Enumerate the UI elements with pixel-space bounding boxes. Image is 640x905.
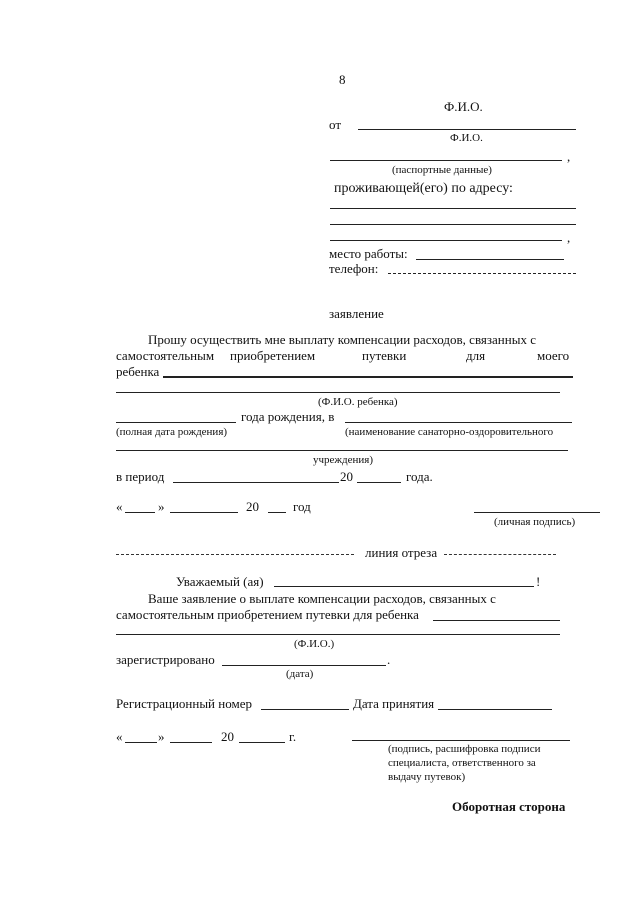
date-caption: (дата) [286, 668, 314, 680]
workplace-label: место работы: [329, 246, 408, 261]
cut-line-right [444, 554, 556, 555]
reg-year-abbr: г. [289, 729, 297, 744]
child-fio-line[interactable] [116, 634, 560, 635]
address-line-3[interactable] [330, 240, 562, 241]
child-line-short[interactable] [433, 620, 560, 621]
notification-line-1: Ваше заявление о выплате компенсации расходов, связанных с [148, 591, 496, 606]
registered-label: зарегистрировано [116, 652, 215, 667]
child-fio-caption: (Ф.И.О. ребенка) [318, 396, 398, 408]
period-years-word: года. [406, 469, 433, 484]
period-year-20: 20 [340, 469, 353, 484]
accept-date-line[interactable] [438, 709, 552, 710]
statement-title: заявление [329, 306, 384, 321]
birth-date-line[interactable] [116, 422, 236, 423]
passport-line[interactable] [330, 160, 562, 161]
statement-word-4: для [466, 348, 486, 363]
date-quote-open: « [116, 499, 123, 514]
period-year-line[interactable] [357, 482, 401, 483]
fio-label-under: Ф.И.О. [450, 132, 483, 144]
signature-caption: (личная подпись) [494, 516, 576, 528]
reg-year-20: 20 [221, 729, 234, 744]
statement-word-3: путевки [362, 348, 407, 363]
reverse-side-label: Оборотная сторона [452, 799, 566, 814]
date-year-line[interactable] [268, 512, 286, 513]
dear-name-line[interactable] [274, 586, 534, 587]
date-quote-close: » [158, 499, 165, 514]
accept-date-label: Дата принятия [353, 696, 435, 711]
exclaim: ! [536, 574, 541, 589]
signature-line[interactable] [474, 512, 600, 513]
birth-date-caption: (полная дата рождения) [116, 426, 228, 438]
address-line-1[interactable] [330, 208, 576, 209]
reg-month-line[interactable] [170, 742, 212, 743]
phone-line[interactable] [388, 273, 576, 274]
date-20: 20 [246, 499, 259, 514]
specialist-signature-line[interactable] [352, 740, 570, 741]
institution-line[interactable] [345, 422, 572, 423]
statement-word-1: самостоятельным [116, 348, 215, 363]
child-name-line-2[interactable] [116, 392, 560, 393]
date-day-line[interactable] [125, 512, 155, 513]
reg-quote-close: » [158, 729, 165, 744]
child-label: ребенка [116, 364, 160, 379]
passport-caption: (паспортные данные) [392, 164, 492, 176]
specialist-caption-1: (подпись, расшифровка подписи [388, 743, 541, 755]
statement-line-1: Прошу осуществить мне выплату компенсации расходов, связанных с [148, 332, 536, 347]
comma-2: , [567, 230, 571, 245]
residing-label: проживающей(его) по адресу: [334, 181, 513, 196]
fio-label-top: Ф.И.О. [444, 99, 483, 114]
specialist-caption-2: специалиста, ответственного за [388, 757, 536, 769]
institution-caption-2: учреждения) [313, 454, 373, 466]
cut-line-label: линия отреза [365, 545, 438, 560]
phone-label: телефон: [329, 261, 379, 276]
child-name-line[interactable] [163, 376, 573, 378]
from-label: от [329, 117, 342, 132]
reg-number-line[interactable] [261, 709, 349, 710]
reg-year-line[interactable] [239, 742, 285, 743]
dear-label: Уважаемый (ая) [176, 574, 264, 589]
address-line-2[interactable] [330, 224, 576, 225]
date-month-line[interactable] [170, 512, 238, 513]
birth-year-label: года рождения, в [241, 409, 335, 424]
page-number: 8 [339, 72, 346, 87]
cut-line-left [116, 554, 354, 555]
period-line[interactable] [173, 482, 339, 483]
specialist-caption-3: выдачу путевок) [388, 771, 466, 783]
statement-word-2: приобретением [230, 348, 316, 363]
from-name-line[interactable] [358, 129, 576, 130]
workplace-line[interactable] [416, 259, 564, 260]
institution-line-2[interactable] [116, 450, 568, 451]
statement-word-5: моего [537, 348, 570, 363]
institution-caption: (наименование санаторно-оздоровительного [345, 426, 554, 438]
period-label: в период [116, 469, 165, 484]
registered-date-line[interactable] [222, 665, 386, 666]
registered-period: . [387, 652, 391, 667]
date-year-word: год [293, 499, 311, 514]
comma: , [567, 149, 571, 164]
reg-quote-open: « [116, 729, 123, 744]
notification-line-2: самостоятельным приобретением путевки для ребенка [116, 607, 419, 622]
reg-number-label: Регистрационный номер [116, 696, 252, 711]
fio-caption: (Ф.И.О.) [294, 638, 335, 650]
reg-day-line[interactable] [125, 742, 157, 743]
